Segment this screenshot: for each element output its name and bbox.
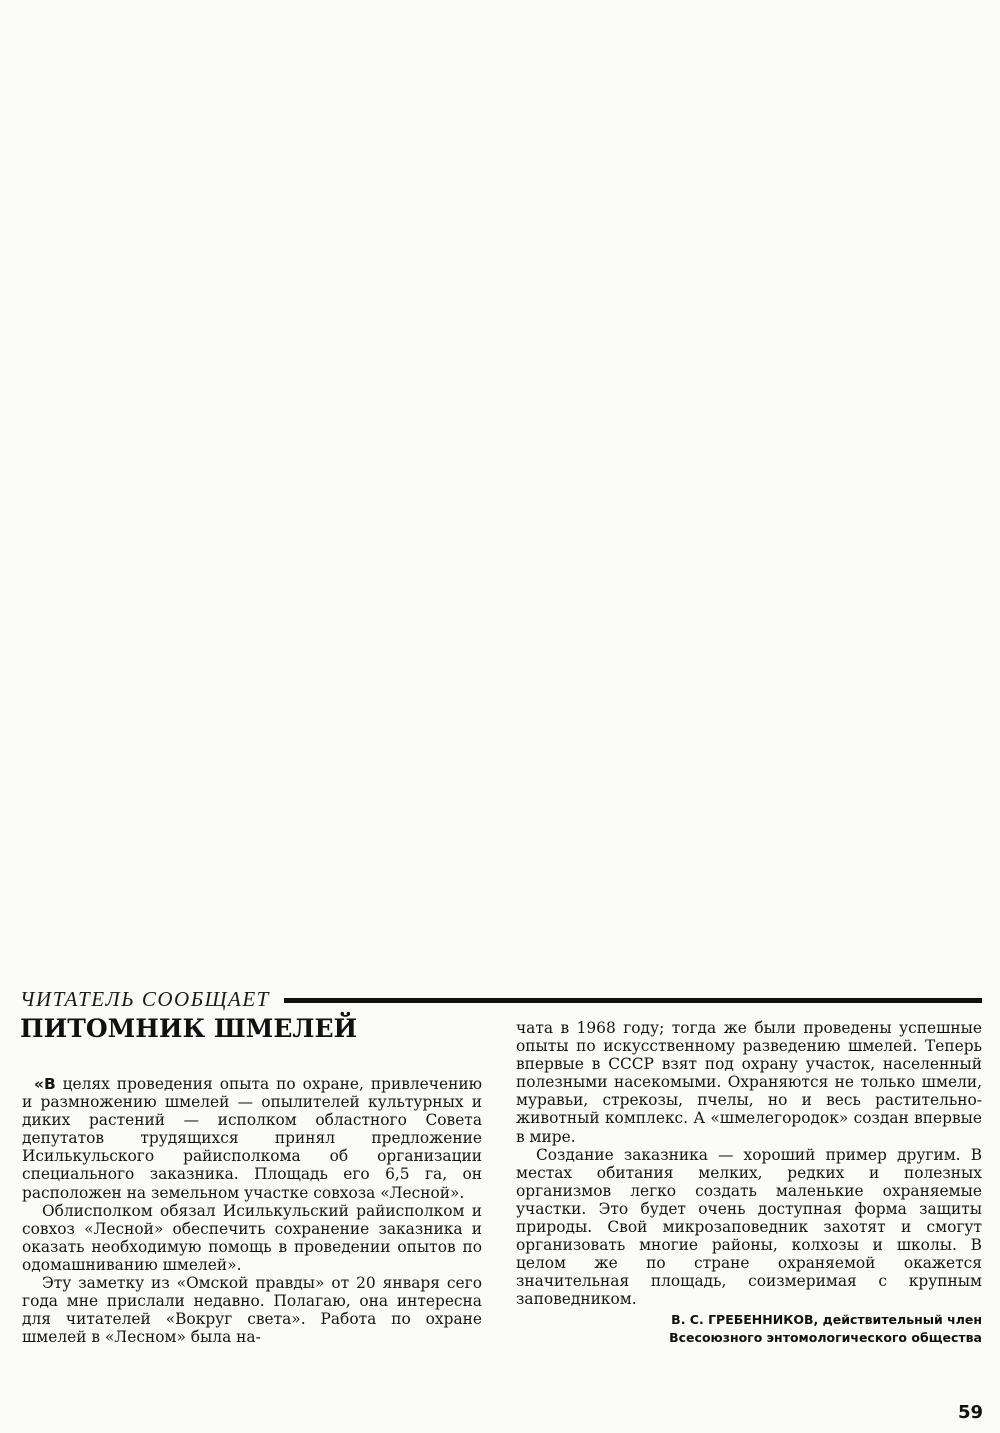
rubric-title: ЧИТАТЕЛЬ СООБЩАЕТ bbox=[20, 986, 270, 1011]
article-column-left bbox=[22, 1075, 482, 1346]
article-paragraph: Облисполком обязал Исилькульский райисполком и совхоз «Лесной» обеспечить сохранение заказника и оказать необходимую помощь в проведении опытов по одомашниванию шмелей». bbox=[22, 1201, 482, 1274]
article-column-right bbox=[516, 1019, 982, 1347]
author-signature bbox=[516, 1311, 982, 1347]
article-paragraph: Создание заказника — хороший пример другим. В местах обитания мелких, редких и полезных организмов легко создать маленькие охраняемые участки. Это будет очень доступная форма защиты природы. Свой микрозаповедник захотят и смогут организовать многие районы, колхозы и школы. В целом же по стране охраняемой окажется значительная площадь, соизмеримая с крупным заповедником. bbox=[516, 1145, 982, 1309]
article-headline: ПИТОМНИК ШМЕЛЕЙ bbox=[20, 1014, 358, 1043]
lead-quote: «В bbox=[34, 1075, 56, 1093]
article-paragraph: чата в 1968 году; тогда же были проведены успешные опыты по искусственному разведению шмелей. Теперь впервые в СССР взят под охрану участок, населенный полезными насекомыми. Охраняются не только шмели, муравьи, стрекозы, пчелы, но и весь растительно-животный комплекс. А «шмелегородок» создан впервые в мире. bbox=[516, 1019, 982, 1146]
signature-line: В. С. ГРЕБЕННИКОВ, действительный член bbox=[671, 1311, 982, 1327]
page-number: 59 bbox=[958, 1402, 984, 1423]
article-paragraph bbox=[22, 1075, 482, 1202]
paragraph-text: целях проведения опыта по охране, привлечению и размножению шмелей — опылителей культурных и диких растений — исполком областного Совета депутатов трудящихся принял предложение Исилькульского райисполкома об организации специального заказника. Площадь его 6,5 га, он расположен на земельном участке совхоза «Лесной». bbox=[22, 1075, 482, 1202]
article-paragraph: Эту заметку из «Омской правды» от 20 января сего года мне прислали недавно. Полагаю, она интересна для читателей «Вокруг света». Работа по охране шмелей в «Лесном» была на- bbox=[22, 1274, 482, 1347]
signature-line: Всесоюзного энтомологического общества bbox=[669, 1329, 982, 1345]
rubric-rule bbox=[284, 998, 982, 1003]
rubric-header bbox=[20, 986, 982, 1012]
